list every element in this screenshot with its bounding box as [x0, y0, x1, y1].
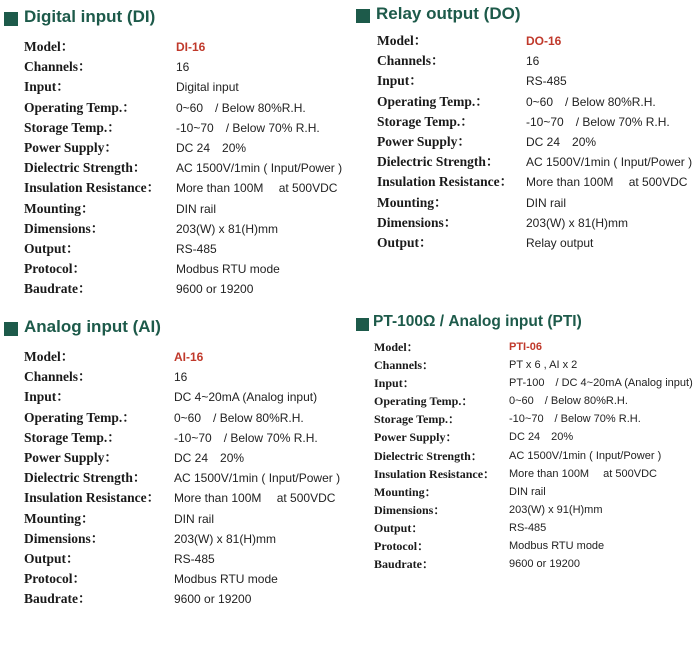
square-bullet-icon — [4, 12, 18, 26]
spec-row — [0, 509, 350, 529]
spec-label: Model： — [24, 349, 75, 364]
spec-value: -10~70 / Below 70% R.H. — [509, 413, 641, 426]
spec-label: Dimensions： — [24, 220, 105, 236]
spec-value: RS-485 — [174, 551, 215, 566]
spec-row — [0, 57, 350, 77]
spec-label: Output： — [24, 240, 80, 256]
spec-value: AC 1500V/1min ( Input/Power ) — [509, 449, 662, 462]
spec-label: Output： — [377, 234, 433, 250]
spec-label: Power Supply： — [377, 133, 471, 149]
spec-label: Dimensions： — [24, 530, 105, 546]
spec-label: Output： — [374, 520, 424, 535]
spec-value: 203(W) x 81(H)mm — [176, 221, 279, 236]
spec-value: More than 100M at 500VDC — [526, 175, 688, 190]
square-bullet-icon — [356, 9, 370, 23]
spec-label: Model： — [377, 33, 428, 48]
section-title: Digital input (DI) — [24, 7, 156, 26]
spec-label: Insulation Resistance： — [374, 466, 496, 481]
spec-row — [0, 239, 350, 259]
spec-label: Dielectric Strength： — [24, 470, 147, 486]
spec-label: Channels： — [24, 369, 92, 385]
spec-row — [355, 465, 700, 483]
spec-value: 0~60 / Below 80%R.H. — [526, 94, 656, 109]
spec-value: More than 100M at 500VDC — [176, 181, 338, 196]
spec-value: 16 — [174, 370, 188, 385]
spec-row — [355, 152, 700, 172]
spec-value: DC 24 20% — [526, 134, 597, 149]
spec-list — [355, 31, 700, 253]
spec-label: Power Supply： — [374, 430, 458, 445]
spec-row — [0, 118, 350, 138]
square-bullet-icon — [356, 318, 369, 331]
spec-value: -10~70 / Below 70% R.H. — [526, 114, 670, 129]
spec-row — [0, 367, 350, 387]
spec-label: Power Supply： — [24, 139, 118, 155]
spec-value: RS-485 — [176, 241, 217, 256]
spec-row — [0, 219, 350, 239]
spec-label: Operating Temp.： — [24, 409, 136, 425]
spec-label: Baudrate： — [374, 557, 435, 572]
spec-label: Insulation Resistance： — [24, 490, 161, 506]
spec-value: 0~60 / Below 80%R.H. — [176, 100, 306, 115]
model-number: PTI-06 — [509, 341, 543, 353]
spec-value: AC 1500V/1min ( Input/Power ) — [526, 155, 693, 170]
spec-label: Insulation Resistance： — [24, 180, 161, 196]
spec-row — [355, 31, 700, 51]
spec-row — [355, 555, 700, 573]
spec-value: More than 100M at 500VDC — [174, 491, 336, 506]
spec-list — [0, 37, 350, 299]
spec-label: Channels： — [24, 59, 92, 75]
spec-label: Protocol： — [24, 571, 86, 587]
spec-value: 0~60 / Below 80%R.H. — [174, 410, 304, 425]
square-bullet-icon — [4, 322, 18, 336]
spec-value: 0~60 / Below 80%R.H. — [509, 395, 628, 408]
spec-row — [355, 51, 700, 71]
spec-row — [355, 537, 700, 555]
spec-row — [0, 178, 350, 198]
spec-value: DC 24 20% — [176, 140, 247, 155]
spec-value: 9600 or 19200 — [174, 592, 252, 607]
spec-value: DIN rail — [509, 485, 546, 498]
spec-value: Modbus RTU mode — [509, 540, 605, 553]
model-number: AI-16 — [174, 350, 204, 364]
spec-row — [0, 569, 350, 589]
spec-value: 203(W) x 81(H)mm — [526, 215, 629, 230]
spec-row — [355, 193, 700, 213]
spec-value: DC 24 20% — [509, 431, 574, 444]
section-title: Analog input (AI) — [24, 317, 161, 336]
spec-label: Protocol： — [374, 539, 430, 554]
spec-row — [0, 408, 350, 428]
spec-label: Storage Temp.： — [377, 113, 474, 129]
spec-label: Dielectric Strength： — [24, 160, 147, 176]
spec-row — [0, 488, 350, 508]
spec-row — [355, 92, 700, 112]
spec-label: Input： — [24, 79, 70, 95]
spec-row — [355, 519, 700, 537]
spec-label: Input： — [24, 389, 70, 405]
spec-label: Power Supply： — [24, 449, 118, 465]
spec-label: Output： — [24, 550, 80, 566]
spec-value: 16 — [176, 60, 190, 75]
spec-row — [355, 112, 700, 132]
spec-row — [0, 387, 350, 407]
spec-value: RS-485 — [509, 521, 547, 534]
spec-value: More than 100M at 500VDC — [509, 467, 657, 480]
spec-row — [0, 529, 350, 549]
spec-label: Dielectric Strength： — [374, 448, 483, 463]
spec-label: Model： — [24, 39, 75, 54]
spec-value: DC 4~20mA (Analog input) — [174, 390, 318, 405]
spec-row — [355, 213, 700, 233]
spec-label: Model： — [374, 340, 419, 354]
spec-label: Operating Temp.： — [377, 93, 489, 109]
spec-value: DIN rail — [526, 195, 567, 210]
section-title: Relay output (DO) — [376, 4, 521, 23]
spec-row — [0, 549, 350, 569]
spec-value: Relay output — [526, 235, 594, 250]
spec-list — [0, 347, 350, 609]
spec-row — [355, 374, 700, 392]
spec-value: DIN rail — [174, 511, 215, 526]
spec-row — [355, 356, 700, 374]
spec-label: Baudrate： — [24, 281, 92, 297]
spec-row — [355, 172, 700, 192]
spec-row — [355, 392, 700, 410]
spec-row — [0, 37, 350, 57]
spec-label: Channels： — [374, 358, 435, 373]
spec-row — [355, 483, 700, 501]
model-number: DO-16 — [526, 34, 562, 48]
spec-row — [0, 347, 350, 367]
spec-label: Mounting： — [24, 510, 95, 526]
spec-row — [355, 233, 700, 253]
spec-label: Operating Temp.： — [374, 394, 474, 409]
spec-row — [0, 468, 350, 488]
spec-label: Dimensions： — [377, 214, 458, 230]
spec-label: Operating Temp.： — [24, 99, 136, 115]
spec-row — [0, 448, 350, 468]
spec-label: Insulation Resistance： — [377, 174, 514, 190]
spec-label: Dielectric Strength： — [377, 154, 500, 170]
spec-value: 203(W) x 81(H)mm — [174, 531, 277, 546]
spec-label: Storage Temp.： — [24, 429, 121, 445]
spec-label: Mounting： — [374, 484, 437, 499]
spec-value: 16 — [526, 54, 540, 69]
spec-row — [0, 77, 350, 97]
spec-value: Digital input — [176, 80, 239, 95]
spec-value: PT-100 / DC 4~20mA (Analog input) — [509, 377, 693, 390]
spec-value: Modbus RTU mode — [176, 262, 280, 277]
spec-label: Baudrate： — [24, 591, 92, 607]
spec-label: Channels： — [377, 53, 445, 69]
spec-value: DIN rail — [176, 201, 217, 216]
spec-row — [0, 158, 350, 178]
spec-value: Modbus RTU mode — [174, 572, 278, 587]
spec-label: Dimensions： — [374, 502, 446, 517]
spec-label: Storage Temp.： — [24, 119, 121, 135]
spec-row — [355, 132, 700, 152]
spec-value: -10~70 / Below 70% R.H. — [176, 120, 320, 135]
spec-row — [355, 447, 700, 465]
spec-row — [0, 259, 350, 279]
spec-value: 9600 or 19200 — [509, 558, 580, 571]
spec-value: PT x 6 , AI x 2 — [509, 359, 578, 372]
spec-value: AC 1500V/1min ( Input/Power ) — [176, 161, 343, 176]
spec-label: Mounting： — [24, 200, 95, 216]
spec-row — [355, 410, 700, 428]
spec-row — [355, 338, 700, 356]
spec-row — [0, 138, 350, 158]
spec-row — [355, 501, 700, 519]
spec-list — [355, 338, 700, 573]
spec-row — [0, 428, 350, 448]
spec-label: Storage Temp.： — [374, 412, 461, 427]
spec-row — [0, 279, 350, 299]
spec-label: Mounting： — [377, 194, 448, 210]
spec-value: 203(W) x 91(H)mm — [509, 503, 603, 516]
model-number: DI-16 — [176, 40, 206, 54]
spec-row — [355, 71, 700, 91]
section-title: PT-100Ω / Analog input (PTI) — [373, 313, 582, 330]
spec-value: RS-485 — [526, 74, 567, 89]
spec-row — [0, 589, 350, 609]
spec-label: Protocol： — [24, 261, 86, 277]
spec-row — [355, 428, 700, 446]
spec-row — [0, 98, 350, 118]
spec-label: Input： — [374, 376, 415, 391]
spec-row — [0, 199, 350, 219]
spec-value: AC 1500V/1min ( Input/Power ) — [174, 471, 341, 486]
spec-label: Input： — [377, 73, 423, 89]
spec-value: DC 24 20% — [174, 450, 245, 465]
spec-value: -10~70 / Below 70% R.H. — [174, 430, 318, 445]
spec-value: 9600 or 19200 — [176, 282, 254, 297]
